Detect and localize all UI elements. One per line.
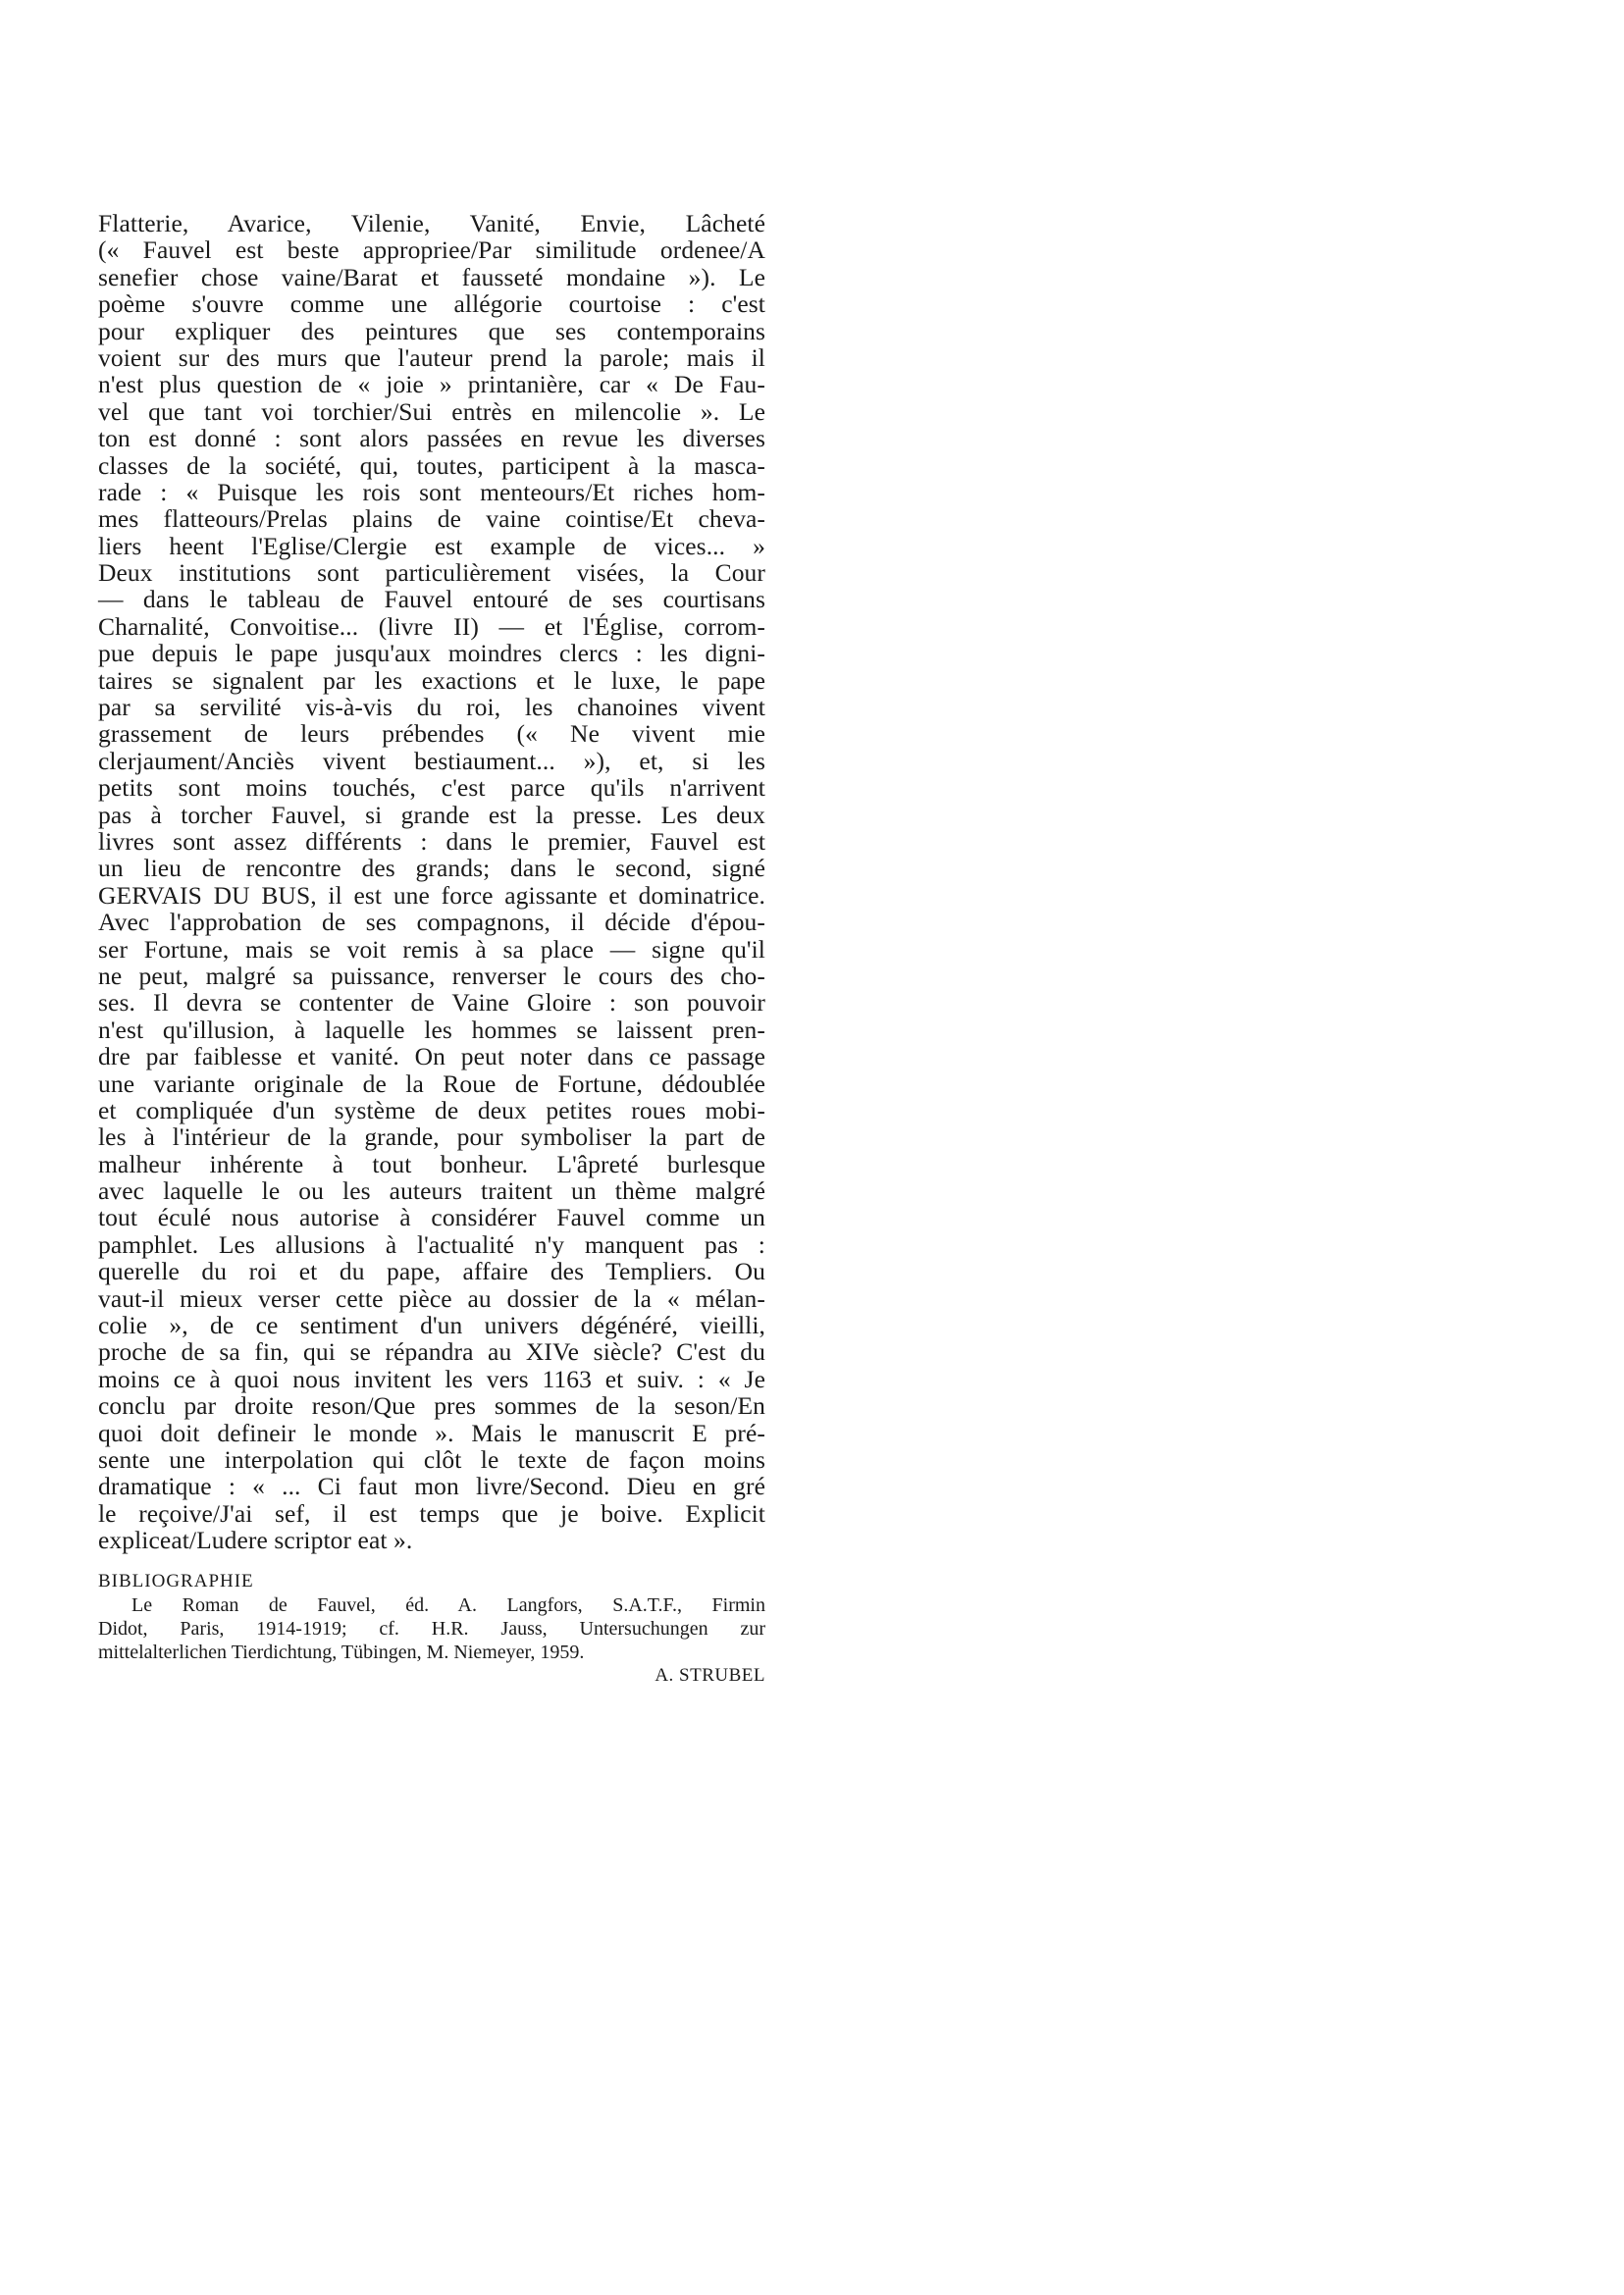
text-line: proche de sa fin, qui se répandra au XIVe siècle? C'est du <box>98 1337 765 1367</box>
text-line: livres sont assez différents : dans le premier, Fauvel est <box>98 826 765 856</box>
text-line: poème s'ouvre comme une allégorie courtoise : c'est <box>98 289 765 319</box>
text-line: pamphlet. Les allusions à l'actualité n'y manquent pas : <box>98 1229 765 1259</box>
text-line: ses. Il devra se contenter de Vaine Gloire : son pouvoir <box>98 988 765 1017</box>
text-line: une variante originale de la Roue de Fortune, dédoublée <box>98 1069 765 1098</box>
text-line: le reçoive/J'ai sef, il est temps que je boive. Explicit <box>98 1498 765 1528</box>
bibliography-line: mittelalterlichen Tierdichtung, Tübingen, M. Niemeyer, 1959. <box>98 1641 585 1663</box>
text-line: Deux institutions sont particulièrement visées, la Cour <box>98 558 765 588</box>
text-line: conclu par droite reson/Que pres sommes de la seson/En <box>98 1391 765 1421</box>
text-line: liers heent l'Eglise/Clergie est example de vices... » <box>98 531 765 560</box>
text-line: pue depuis le pape jusqu'aux moindres clercs : les digni- <box>98 639 765 668</box>
article-body <box>98 210 765 1554</box>
text-line: colie », de ce sentiment d'un univers dégénéré, vieilli, <box>98 1311 765 1340</box>
text-line: clerjaument/Anciès vivent bestiaument... »), et, si les <box>98 746 765 775</box>
text-line: querelle du roi et du pape, affaire des Templiers. Ou <box>98 1257 765 1286</box>
text-line: et compliquée d'un système de deux petites roues mobi- <box>98 1095 765 1124</box>
text-line: tout éculé nous autorise à considérer Fauvel comme un <box>98 1203 765 1232</box>
text-line: senefier chose vaine/Barat et fausseté mondaine »). Le <box>98 262 765 291</box>
text-line: grassement de leurs prébendes (« Ne vivent mie <box>98 719 765 749</box>
text-line: ser Fortune, mais se voit remis à sa place — signe qu'il <box>98 934 765 964</box>
text-line: expliceat/Ludere scriptor eat ». <box>98 1526 413 1555</box>
text-line: Avec l'approbation de ses compagnons, il décide d'épou- <box>98 908 765 937</box>
text-line: n'est plus question de « joie » printanière, car « De Fau- <box>98 370 765 399</box>
text-line: (« Fauvel est beste appropriee/Par similitude ordenee/A <box>98 235 765 265</box>
text-line: Charnalité, Convoitise... (livre II) — et l'Église, corrom- <box>98 611 765 641</box>
text-line: — dans le tableau de Fauvel entouré de ses courtisans <box>98 585 765 614</box>
bibliography-line: Didot, Paris, 1914-1919; cf. H.R. Jauss, Untersuchungen zur <box>98 1617 765 1640</box>
bibliography-line: Le Roman de Fauvel, éd. A. Langfors, S.A.T.F., Firmin <box>131 1593 765 1616</box>
text-line: dramatique : « ... Ci faut mon livre/Second. Dieu en gré <box>98 1472 765 1501</box>
text-line: taires se signalent par les exactions et le luxe, le pape <box>98 665 765 695</box>
text-line: malheur inhérente à tout bonheur. L'âpreté burlesque <box>98 1149 765 1178</box>
text-line: avec laquelle le ou les auteurs traitent un thème malgré <box>98 1176 765 1206</box>
text-line: n'est qu'illusion, à laquelle les hommes se laissent pren- <box>98 1015 765 1044</box>
text-line: dre par faiblesse et vanité. On peut noter dans ce passage <box>98 1042 765 1071</box>
article-column <box>98 210 765 1688</box>
text-line: vel que tant voi torchier/Sui entrès en milencolie ». Le <box>98 396 765 426</box>
bibliography-section <box>98 1570 765 1688</box>
text-line: ton est donné : sont alors passées en revue les diverses <box>98 424 765 453</box>
text-line: GERVAIS DU BUS, il est une force agissante et dominatrice. <box>98 880 765 910</box>
text-line: mes flatteours/Prelas plains de vaine cointise/Et cheva- <box>98 504 765 534</box>
text-line: classes de la société, qui, toutes, participent à la masca- <box>98 450 765 480</box>
text-line: un lieu de rencontre des grands; dans le second, signé <box>98 854 765 883</box>
text-line: les à l'intérieur de la grande, pour symboliser la part de <box>98 1122 765 1152</box>
text-line: rade : « Puisque les rois sont menteours/Et riches hom- <box>98 477 765 506</box>
text-line: voient sur des murs que l'auteur prend la parole; mais il <box>98 342 765 372</box>
text-line: quoi doit defineir le monde ». Mais le manuscrit E pré- <box>98 1418 765 1447</box>
text-line: par sa servilité vis-à-vis du roi, les chanoines vivent <box>98 693 765 722</box>
author-signature: A. STRUBEL <box>655 1664 765 1686</box>
text-line: pas à torcher Fauvel, si grande est la presse. Les deux <box>98 800 765 829</box>
text-line: sente une interpolation qui clôt le texte de façon moins <box>98 1444 765 1474</box>
text-line: vaut-il mieux verser cette pièce au dossier de la « mélan- <box>98 1283 765 1313</box>
text-line: moins ce à quoi nous invitent les vers 1163 et suiv. : « Je <box>98 1364 765 1393</box>
text-line: petits sont moins touchés, c'est parce qu'ils n'arrivent <box>98 773 765 803</box>
text-line: Flatterie, Avarice, Vilenie, Vanité, Envie, Lâcheté <box>98 209 765 237</box>
text-line: pour expliquer des peintures que ses contemporains <box>98 316 765 345</box>
text-line: ne peut, malgré sa puissance, renverser le cours des cho- <box>98 961 765 990</box>
bibliography-heading: BIBLIOGRAPHIE <box>98 1570 254 1591</box>
